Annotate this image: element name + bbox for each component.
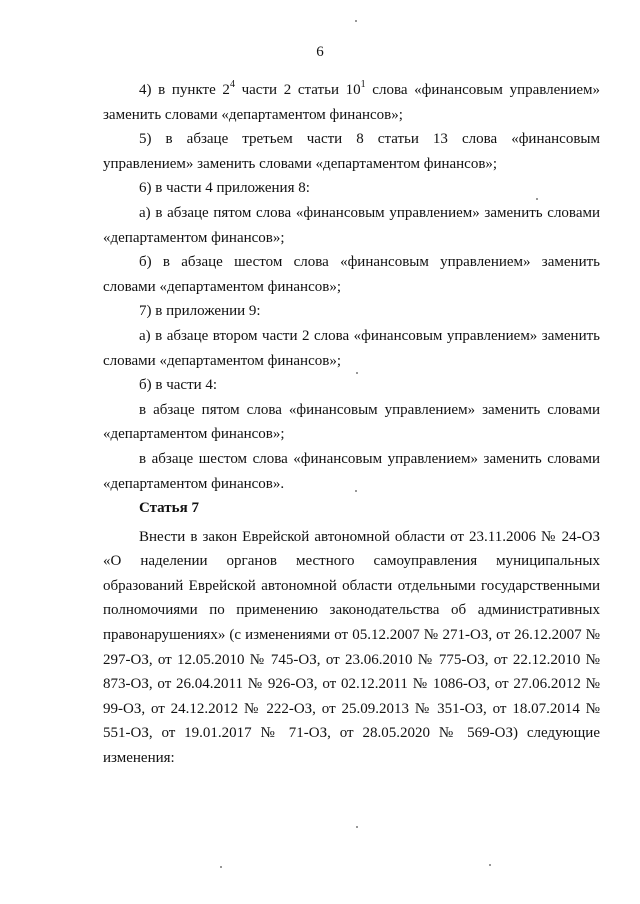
item-4-superscript-1: 4 bbox=[229, 79, 235, 90]
paragraph-item-7b-1: в абзаце пятом слова «финансовым управлением» заменить словами «департаментом финансов»; bbox=[103, 401, 600, 443]
paragraph-item-7a: а) в абзаце втором части 2 слова «финансовым управлением» заменить словами «департаментом финансов»; bbox=[103, 327, 600, 369]
document-body bbox=[103, 78, 600, 771]
scan-speck bbox=[489, 864, 491, 866]
item-4-text-b: части 2 статьи 10 bbox=[234, 82, 361, 98]
paragraph-item-7b: б) в части 4: bbox=[139, 377, 218, 394]
paragraph-item-6b: б) в абзаце шестом слова «финансовым управлением» заменить словами «департаментом финансов»; bbox=[103, 254, 600, 295]
article-heading: Статья 7 bbox=[139, 500, 199, 517]
scan-speck bbox=[220, 866, 222, 868]
paragraph-item-4 bbox=[103, 78, 600, 127]
scan-speck bbox=[356, 826, 358, 828]
scan-speck bbox=[355, 20, 357, 22]
article-body: «О наделении органов местного самоуправления муниципальных образований Еврейской автономной области отдельными государственными полномочиями по применению законодательства об административных правонарушениях» (с изменениями от 05.12.2007 № 271-ОЗ, от 26.12.2007 № 297-ОЗ, от 12.05.2010 № 745-ОЗ, от 23.06.2010 № 775-ОЗ, от 22.12.2010 № 873-ОЗ, от 26.04.2011 № 926-ОЗ, от 02.12.2011 № 1086-ОЗ, от 27.06.2012 № 99-ОЗ, от 24.12.2012 № 222-ОЗ, от 25.09.2013 № 351-ОЗ, от 18.07.2014 № 551-ОЗ, от 19.01.2017 № 71-ОЗ, от 28.05.2020 № 569-ОЗ) следующие изменения: bbox=[103, 553, 600, 767]
paragraph-item-5: 5) в абзаце третьем части 8 статьи 13 слова «финансовым управлением» заменить словами «департаментом финансов»; bbox=[103, 131, 600, 172]
paragraph-item-6: 6) в части 4 приложения 8: bbox=[139, 180, 310, 197]
scan-speck bbox=[356, 372, 358, 374]
scan-speck bbox=[355, 490, 357, 492]
item-4-text-a: 4) в пункте 2 bbox=[139, 82, 230, 98]
item-4-text-c: слова «финансовым управлением» заменить словами «департаментом финансов»; bbox=[103, 82, 601, 123]
page-number: 6 bbox=[316, 44, 324, 60]
item-4-superscript-2: 1 bbox=[360, 79, 366, 90]
scan-speck bbox=[536, 198, 538, 200]
article-intro-line: Внести в закон Еврейской автономной области от 23.11.2006 № 24-ОЗ bbox=[139, 528, 600, 545]
paragraph-item-7: 7) в приложении 9: bbox=[139, 303, 261, 320]
paragraph-item-6a: а) в абзаце пятом слова «финансовым управлением» заменить словами «департаментом финансов»; bbox=[103, 204, 600, 246]
paragraph-item-7b-2: в абзаце шестом слова «финансовым управлением» заменить словами «департаментом финансов». bbox=[103, 450, 600, 492]
